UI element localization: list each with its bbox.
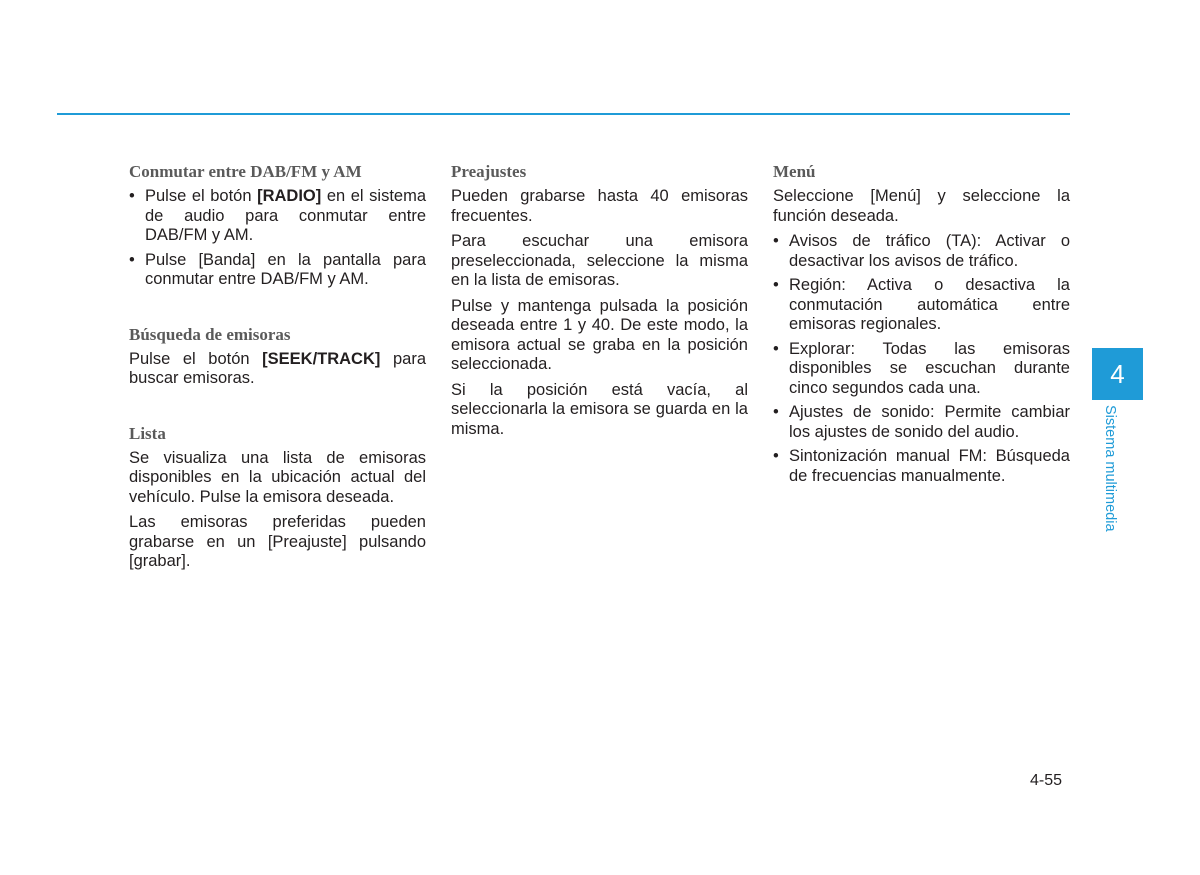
list-item-text: Región: Activa o desactiva la conmutación automática entre emisoras regionales. xyxy=(789,276,1070,333)
list-item xyxy=(773,403,1070,442)
paragraph: Las emisoras preferidas pueden grabarse en un [Preajuste] pulsando [grabar]. xyxy=(129,513,426,570)
list-item-text: Sintonización manual FM: Búsqueda de frecuencias manualmente. xyxy=(789,447,1070,485)
list-item-text: Avisos de tráfico (TA): Activar o desactivar los avisos de tráfico. xyxy=(789,232,1070,270)
paragraph: Seleccione [Menú] y seleccione la función deseada. xyxy=(773,187,1070,225)
paragraph: Pulse y mantenga pulsada la posición deseada entre 1 y 40. De este modo, la emisora actual se graba en la posición seleccionada. xyxy=(451,296,748,373)
paragraph-text: para buscar emisoras. xyxy=(129,349,426,387)
paragraph: Pueden grabarse hasta 40 emisoras frecuentes. xyxy=(451,187,748,225)
bullet-icon: • xyxy=(129,250,135,269)
page-number: 4-55 xyxy=(1030,772,1063,789)
bullet-icon: • xyxy=(773,403,779,421)
chapter-label: Sistema multimedia xyxy=(1102,405,1118,532)
list-item xyxy=(129,251,426,290)
paragraph xyxy=(129,350,426,389)
bullet-icon: • xyxy=(773,339,779,358)
column-right xyxy=(773,160,1070,492)
paragraph: Si la posición está vacía, al seleccionarla la emisora se guarda en la misma. xyxy=(451,380,748,438)
bullet-icon: • xyxy=(129,187,135,205)
list-item xyxy=(773,276,1070,335)
bullet-list xyxy=(129,187,426,290)
column-middle xyxy=(451,160,748,445)
section-heading-preajustes: Preajustes xyxy=(451,162,527,181)
chapter-tab: 4 xyxy=(1092,348,1143,400)
list-item xyxy=(773,340,1070,399)
list-item xyxy=(129,187,426,246)
section-heading-lista: Lista xyxy=(129,423,166,443)
list-item-text: Ajustes de sonido: Permite cambiar los ajustes de sonido del audio. xyxy=(789,403,1070,441)
button-name-seek-track: [SEEK/TRACK] xyxy=(262,349,381,368)
list-item-text: Pulse [Banda] en la pantalla para conmutar entre DAB/FM y AM. xyxy=(145,250,426,288)
list-item xyxy=(773,232,1070,271)
header-rule xyxy=(57,113,1070,115)
list-item-text: en el sistema de audio para conmutar entre DAB/FM y AM. xyxy=(145,187,426,244)
column-left xyxy=(129,160,426,578)
paragraph: Para escuchar una emisora preseleccionada, seleccione la misma en la lista de emisoras. xyxy=(451,232,748,289)
section-heading-busqueda: Búsqueda de emisoras xyxy=(129,324,291,344)
paragraph-text: Pulse el botón xyxy=(129,349,263,368)
section-heading-conmutar: Conmutar entre DAB/FM y AM xyxy=(129,162,362,181)
bullet-icon: • xyxy=(773,232,779,250)
list-item-text: Explorar: Todas las emisoras disponibles se escuchan durante cinco segundos cada una. xyxy=(789,339,1070,397)
list-item-text: Pulse el botón xyxy=(145,187,258,205)
button-name-radio: [RADIO] xyxy=(257,187,322,205)
bullet-icon: • xyxy=(773,276,779,294)
paragraph: Se visualiza una lista de emisoras disponibles en la ubicación actual del vehículo. Pulse la emisora deseada. xyxy=(129,448,426,506)
list-item xyxy=(773,447,1070,486)
section-heading-menu: Menú xyxy=(773,162,816,181)
bullet-icon: • xyxy=(773,447,779,465)
bullet-list xyxy=(773,232,1070,486)
